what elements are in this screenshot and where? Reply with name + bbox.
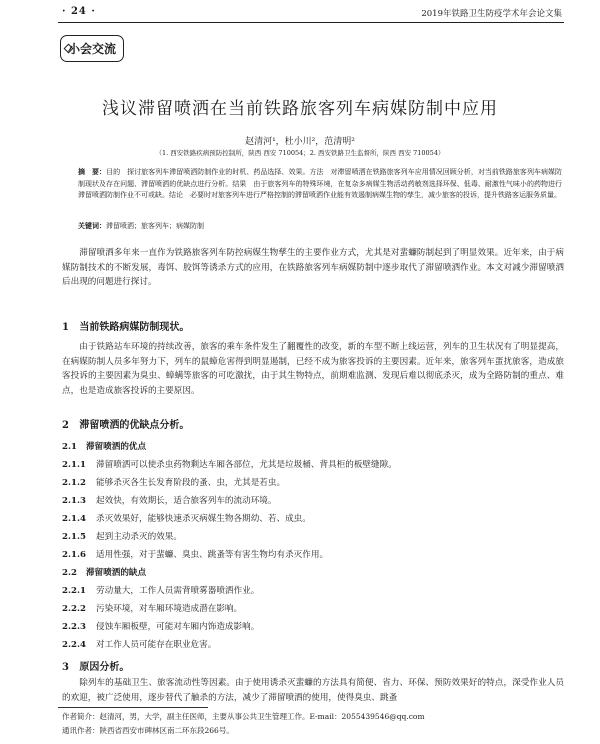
section-1-paragraph: 由于铁路站车环境的持续改善，旅客的乘车条件发生了翻覆性的改变，新的车型不断上线运营，列车的卫生状况有了明显提高，在病媒防制人员多年努力下，列车的鼠蟑危害得到明显遏制，已经不成为旅客投诉的主要因素。近年来，旅客列车蛋扰旅客，造成旅客投诉的主要因素为臭虫、蟑螨等旅客的可吃激扰，由于其生物特点，前期难监测、发现后难以彻底杀灭，成为全路防制的重点、难点，也是造成旅客投诉的主要原因。 [62,342,564,396]
article-title: 浅议滞留喷洒在当前铁路旅客列车病媒防制中应用 [102,99,498,119]
affiliation: （1. 西安铁路疾病预防控制所，陕西 西安 710054；2. 西安铁路卫生监督所，陕西 西安 710054） [155,149,445,157]
section-number: 2 [62,420,69,431]
item-text: 劳动量大，工作人员需背喷雾器喷洒作业。 [96,586,260,596]
keywords [78,220,562,233]
item-number: 2.2.4 [62,640,86,650]
abstract-text: 目的 探讨旅客列车滞留喷洒防制作业的时机、药品选择、效果。方法 对滞留喷洒在铁路旅客列车应用情况回顾分析，对当前铁路旅客列车病媒防制现状及存在问题、滞留喷洒的优缺点进行分析。结果 由于旅客列车的特殊环境，在复杂多病媒生物活动药敏剂选择环保、低毒、耐激性气味小的药物进行滞留喷洒防制作业不可或缺。结论 必要时对旅客列车进行严格控制的滞留喷洒作业能有效遏制病媒生物的孳生，减少旅客的投诉，提升铁路客运服务质量。 [78,168,563,199]
page-number: · 24 · [62,6,96,17]
item-text: 对工作人员可能存在职业危害。 [96,640,217,650]
list-item [62,584,562,596]
keywords-text: 滞留喷洒；旅客列车；病媒防制 [106,222,204,230]
section-badge [60,35,124,62]
subsection-title: 滞留喷洒的优点 [85,442,147,452]
list-item [62,530,562,542]
abstract [78,166,562,202]
section-3-heading [62,658,129,673]
list-item [62,602,562,614]
item-text: 起到主动杀灭的效果。 [96,532,182,542]
list-item [62,620,562,632]
list-item [62,512,562,524]
section-3-paragraph: 除列车的基础卫生、旅客流动性等因素。由于使用诱杀灭蜚蠊的方法具有简便、省力、环保、预防效果好的特点，深受作业人员的欢迎，被广泛使用，逐步替代了触杀的方法，减少了滞留喷洒的使用，使得臭虫、跳蚤 [62,678,564,703]
keywords-label: 关键词： [78,221,106,230]
section-number: 3 [62,662,69,673]
item-number: 2.1.4 [62,514,86,524]
section-badge-label: 小会交流 [67,42,116,56]
intro-paragraph: 滞留喷洒多年来一直作为铁路旅客列车防控病媒生物孳生的主要作业方式，尤其是对蜚蠊防制起到了明显效果。近年来，由于病媒防制技术的不断发展，毒饵、胶饵等诱杀方式的应用，在铁路旅客列车病媒防制中逐步取代了滞留喷洒作业。本文对减少滞留喷洒后出现的问题进行探讨。 [62,248,564,287]
section-number: 1 [62,322,69,333]
correspondence-address: 通讯作者：陕西省西安市碑林区南二环东段266号。 [62,726,234,735]
footnote-rule [58,707,208,708]
header-rule [58,22,564,23]
subsection-number: 2.2 [62,568,77,578]
item-number: 2.2.2 [62,604,86,614]
item-text: 起效快，有效期长，适合旅客列车的流动环境。 [96,496,277,506]
section-2-heading [62,416,189,431]
list-item [62,476,562,488]
section-title: 原因分析。 [79,662,130,673]
item-number: 2.1.5 [62,532,86,542]
list-item [62,494,562,506]
item-number: 2.1.6 [62,550,86,560]
item-text: 污染环境，对车厢环境造成潜在影响。 [96,604,243,614]
item-text: 适用性强，对于蜚蠊、臭虫、跳蚤等有害生物均有杀灭作用。 [96,550,329,560]
list-item [62,548,562,560]
subsection-2-2-heading [62,566,146,578]
running-header: 2019年铁路卫生防疫学术年会论文集 [421,9,562,19]
subsection-2-1-heading [62,440,146,452]
author-info: 作者简介：赵清河，男，大学，副主任医师，主要从事公共卫生管理工作。E-mail：2055439546@qq.com [62,712,425,721]
list-item [62,458,562,470]
item-text: 能够杀灭各生长发育阶段的蚤、虫，尤其是若虫。 [96,478,286,488]
item-text: 侵蚀车厢板壁，可能对车厢内饰造成影响。 [96,622,260,632]
section-title: 滞留喷洒的优缺点分析。 [79,420,190,431]
subsection-number: 2.1 [62,442,77,452]
item-text: 杀灭效果好，能够快速杀灭病媒生物各期幼、若、成虫。 [96,514,311,524]
abstract-label: 摘 要： [78,167,107,176]
item-number: 2.1.2 [62,478,86,488]
subsection-title: 滞留喷洒的缺点 [85,568,147,578]
list-item [62,638,562,650]
item-number: 2.2.1 [62,586,86,596]
section-title: 当前铁路病媒防制现状。 [79,322,190,333]
item-text: 滞留喷洒可以使杀虫药物剩达车厢各部位，尤其是垃圾桶、背具柜的板壁缝隙。 [96,460,397,470]
item-number: 2.2.3 [62,622,86,632]
authors: 赵清河¹，杜小川²，范清明² [245,137,355,147]
item-number: 2.1.1 [62,460,86,470]
item-number: 2.1.3 [62,496,86,506]
section-1-heading [62,318,189,333]
